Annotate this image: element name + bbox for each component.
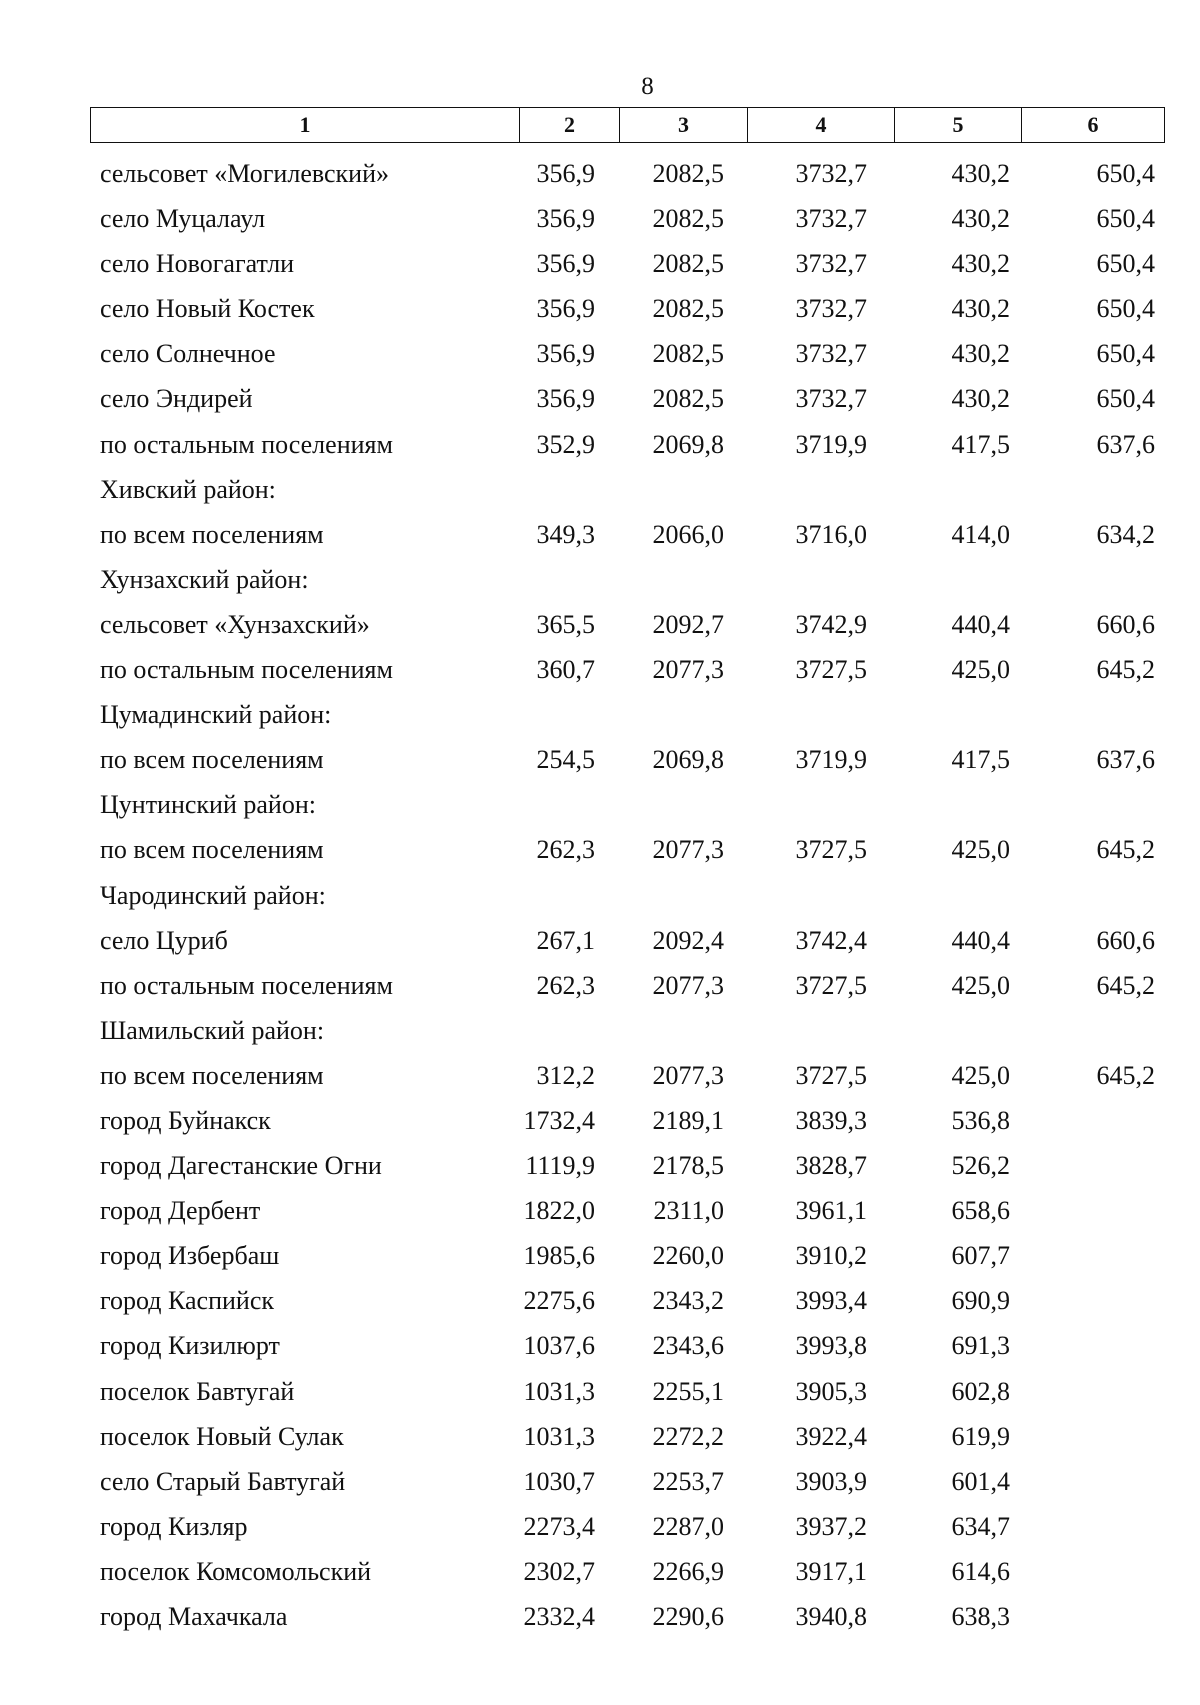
cell-col-6: 637,6 <box>1096 745 1155 775</box>
cell-col-5: 425,0 <box>951 835 1010 865</box>
cell-col-3: 2077,3 <box>652 970 724 1000</box>
cell-col-2: 356,9 <box>536 384 595 414</box>
cell-col-4: 3732,7 <box>795 294 867 324</box>
row-name: город Кизилюрт <box>100 1331 280 1361</box>
row-name: город Махачкала <box>100 1602 288 1631</box>
table-row <box>0 1145 1200 1190</box>
cell-col-2: 365,5 <box>536 609 595 639</box>
table-row <box>0 1596 1200 1641</box>
table-row <box>0 1235 1200 1280</box>
cell-col-4: 3922,4 <box>795 1421 867 1451</box>
table-row <box>0 424 1200 469</box>
table-row <box>0 784 1200 829</box>
row-name: поселок Бавтугай <box>100 1376 295 1406</box>
table-body <box>0 153 1200 1641</box>
cell-col-6: 650,4 <box>1096 249 1155 279</box>
table-row <box>0 288 1200 333</box>
row-name: город Каспийск <box>100 1286 274 1316</box>
cell-col-3: 2178,5 <box>652 1151 724 1181</box>
table-row <box>0 694 1200 739</box>
cell-col-3: 2066,0 <box>652 519 724 549</box>
cell-col-2: 1031,3 <box>523 1421 595 1451</box>
table-header <box>90 107 1165 143</box>
row-name: по остальным поселениям <box>100 429 393 459</box>
cell-col-2: 356,9 <box>536 339 595 369</box>
cell-col-4: 3940,8 <box>795 1602 867 1631</box>
cell-col-4: 3993,8 <box>795 1331 867 1361</box>
row-name: город Дагестанские Огни <box>100 1151 382 1181</box>
cell-col-5: 417,5 <box>951 429 1010 459</box>
cell-col-3: 2077,3 <box>652 1060 724 1090</box>
cell-col-6: 637,6 <box>1096 429 1155 459</box>
cell-col-3: 2343,6 <box>652 1331 724 1361</box>
row-name: село Эндирей <box>100 384 253 414</box>
cell-col-2: 254,5 <box>536 745 595 775</box>
cell-col-3: 2082,5 <box>652 249 724 279</box>
cell-col-2: 1030,7 <box>523 1466 595 1496</box>
cell-col-3: 2266,9 <box>652 1556 724 1586</box>
table-row <box>0 1280 1200 1325</box>
cell-col-5: 619,9 <box>951 1421 1010 1451</box>
table-row <box>0 1371 1200 1416</box>
cell-col-2: 356,9 <box>536 294 595 324</box>
cell-col-3: 2343,2 <box>652 1286 724 1316</box>
table-row <box>0 1010 1200 1055</box>
row-name: Шамильский район: <box>100 1015 325 1045</box>
cell-col-2: 1822,0 <box>523 1196 595 1226</box>
row-name: город Избербаш <box>100 1241 280 1271</box>
table-row <box>0 559 1200 604</box>
cell-col-2: 352,9 <box>536 429 595 459</box>
cell-col-4: 3961,1 <box>795 1196 867 1226</box>
table-row <box>0 1551 1200 1596</box>
table-row <box>0 965 1200 1010</box>
cell-col-5: 691,3 <box>951 1331 1010 1361</box>
table-row <box>0 198 1200 243</box>
cell-col-4: 3732,7 <box>795 249 867 279</box>
cell-col-2: 2302,7 <box>523 1556 595 1586</box>
cell-col-5: 690,9 <box>951 1286 1010 1316</box>
cell-col-4: 3742,4 <box>795 925 867 955</box>
cell-col-5: 614,6 <box>951 1556 1010 1586</box>
table-row <box>0 649 1200 694</box>
row-name: сельсовет «Хунзахский» <box>100 609 370 639</box>
cell-col-6: 660,6 <box>1096 925 1155 955</box>
cell-col-5: 417,5 <box>951 745 1010 775</box>
cell-col-3: 2077,3 <box>652 835 724 865</box>
cell-col-4: 3727,5 <box>795 970 867 1000</box>
cell-col-5: 440,4 <box>951 925 1010 955</box>
cell-col-4: 3716,0 <box>795 519 867 549</box>
cell-col-4: 3903,9 <box>795 1466 867 1496</box>
cell-col-3: 2082,5 <box>652 339 724 369</box>
cell-col-2: 1031,3 <box>523 1376 595 1406</box>
cell-col-4: 3719,9 <box>795 745 867 775</box>
table-row <box>0 1461 1200 1506</box>
column-header-6: 6 <box>1087 112 1099 137</box>
table-row <box>0 1416 1200 1461</box>
cell-col-5: 536,8 <box>951 1105 1010 1135</box>
cell-col-6: 645,2 <box>1096 835 1155 865</box>
table-row <box>0 920 1200 965</box>
row-name: Хивский район: <box>100 474 276 504</box>
cell-col-3: 2069,8 <box>652 429 724 459</box>
cell-col-3: 2255,1 <box>652 1376 724 1406</box>
row-name: село Муцалаул <box>100 204 266 234</box>
cell-col-5: 601,4 <box>951 1466 1010 1496</box>
column-header-3: 3 <box>620 108 748 142</box>
cell-col-6: 650,4 <box>1096 159 1155 188</box>
cell-col-3: 2287,0 <box>652 1511 724 1541</box>
cell-col-2: 312,2 <box>536 1060 595 1090</box>
cell-col-2: 2332,4 <box>523 1602 595 1631</box>
row-name: сельсовет «Могилевский» <box>100 159 389 188</box>
row-name: город Дербент <box>100 1196 261 1226</box>
cell-col-4: 3910,2 <box>795 1241 867 1271</box>
row-name: по остальным поселениям <box>100 970 393 1000</box>
table-row <box>0 829 1200 874</box>
cell-col-4: 3732,7 <box>795 159 867 188</box>
table-row <box>0 1055 1200 1100</box>
row-name: село Цуриб <box>100 925 228 955</box>
cell-col-3: 2272,2 <box>652 1421 724 1451</box>
cell-col-4: 3905,3 <box>795 1376 867 1406</box>
cell-col-6: 645,2 <box>1096 1060 1155 1090</box>
cell-col-6: 645,2 <box>1096 655 1155 685</box>
cell-col-2: 2275,6 <box>523 1286 595 1316</box>
cell-col-4: 3937,2 <box>795 1511 867 1541</box>
cell-col-2: 356,9 <box>536 249 595 279</box>
cell-col-5: 658,6 <box>951 1196 1010 1226</box>
row-name: Чародинский район: <box>100 880 326 910</box>
cell-col-6: 634,2 <box>1096 519 1155 549</box>
cell-col-5: 602,8 <box>951 1376 1010 1406</box>
cell-col-4: 3727,5 <box>795 1060 867 1090</box>
cell-col-2: 262,3 <box>536 970 595 1000</box>
row-name: Хунзахский район: <box>100 564 309 594</box>
cell-col-2: 1119,9 <box>525 1151 595 1181</box>
cell-col-5: 430,2 <box>951 339 1010 369</box>
cell-col-3: 2069,8 <box>652 745 724 775</box>
cell-col-3: 2311,0 <box>653 1196 724 1226</box>
table-row <box>0 1190 1200 1235</box>
cell-col-6: 650,4 <box>1096 339 1155 369</box>
cell-col-2: 360,7 <box>536 655 595 685</box>
cell-col-2: 1732,4 <box>523 1105 595 1135</box>
cell-col-6: 660,6 <box>1096 609 1155 639</box>
cell-col-3: 2092,4 <box>652 925 724 955</box>
cell-col-3: 2077,3 <box>652 655 724 685</box>
column-header-5: 5 <box>895 108 1022 142</box>
cell-col-6: 645,2 <box>1096 970 1155 1000</box>
cell-col-2: 262,3 <box>536 835 595 865</box>
cell-col-4: 3828,7 <box>795 1151 867 1181</box>
cell-col-5: 414,0 <box>951 519 1010 549</box>
row-name: по всем поселениям <box>100 519 324 549</box>
row-name: село Солнечное <box>100 339 276 369</box>
row-name: Цунтинский район: <box>100 790 316 820</box>
cell-col-6: 650,4 <box>1096 384 1155 414</box>
cell-col-4: 3732,7 <box>795 339 867 369</box>
table-row <box>0 1325 1200 1370</box>
row-name: по всем поселениям <box>100 835 324 865</box>
cell-col-2: 1037,6 <box>523 1331 595 1361</box>
cell-col-5: 425,0 <box>951 970 1010 1000</box>
table-row <box>0 1506 1200 1551</box>
table-row <box>0 875 1200 920</box>
cell-col-4: 3917,1 <box>795 1556 867 1586</box>
cell-col-2: 1985,6 <box>523 1241 595 1271</box>
cell-col-5: 425,0 <box>951 1060 1010 1090</box>
table-row <box>0 514 1200 559</box>
row-name: село Новогагатли <box>100 249 295 279</box>
table-row <box>0 604 1200 649</box>
cell-col-5: 634,7 <box>951 1511 1010 1541</box>
cell-col-4: 3732,7 <box>795 204 867 234</box>
cell-col-5: 430,2 <box>951 384 1010 414</box>
column-header-2: 2 <box>520 108 620 142</box>
cell-col-3: 2082,5 <box>652 159 724 188</box>
cell-col-2: 356,9 <box>536 204 595 234</box>
row-name: село Новый Костек <box>100 294 315 324</box>
cell-col-2: 267,1 <box>536 925 595 955</box>
cell-col-2: 349,3 <box>536 519 595 549</box>
table-row <box>0 378 1200 423</box>
table-row <box>0 469 1200 514</box>
page-number: 8 <box>641 73 654 100</box>
cell-col-3: 2082,5 <box>652 384 724 414</box>
column-header-1: 1 <box>91 108 520 142</box>
cell-col-4: 3993,4 <box>795 1286 867 1316</box>
cell-col-5: 607,7 <box>951 1241 1010 1271</box>
cell-col-4: 3839,3 <box>795 1105 867 1135</box>
cell-col-6: 650,4 <box>1096 294 1155 324</box>
row-name: по всем поселениям <box>100 745 324 775</box>
table-row <box>0 739 1200 784</box>
row-name: город Кизляр <box>100 1511 248 1541</box>
row-name: по всем поселениям <box>100 1060 324 1090</box>
cell-col-2: 356,9 <box>536 159 595 188</box>
cell-col-5: 430,2 <box>951 249 1010 279</box>
cell-col-3: 2260,0 <box>652 1241 724 1271</box>
row-name: село Старый Бавтугай <box>100 1466 346 1496</box>
cell-col-4: 3727,5 <box>795 835 867 865</box>
row-name: Цумадинский район: <box>100 700 332 730</box>
table-row <box>0 243 1200 288</box>
cell-col-4: 3727,5 <box>795 655 867 685</box>
row-name: поселок Комсомольский <box>100 1556 372 1586</box>
cell-col-3: 2290,6 <box>652 1602 724 1631</box>
cell-col-5: 430,2 <box>951 204 1010 234</box>
row-name: город Буйнакск <box>100 1105 271 1135</box>
cell-col-3: 2082,5 <box>652 204 724 234</box>
cell-col-5: 638,3 <box>951 1602 1010 1631</box>
cell-col-5: 440,4 <box>951 609 1010 639</box>
cell-col-6: 650,4 <box>1096 204 1155 234</box>
column-header-4: 4 <box>748 108 895 142</box>
cell-col-5: 425,0 <box>951 655 1010 685</box>
row-name: поселок Новый Сулак <box>100 1421 344 1451</box>
cell-col-2: 2273,4 <box>523 1511 595 1541</box>
cell-col-4: 3742,9 <box>795 609 867 639</box>
cell-col-5: 430,2 <box>951 159 1010 188</box>
table-row <box>0 333 1200 378</box>
cell-col-3: 2092,7 <box>652 609 724 639</box>
cell-col-3: 2253,7 <box>652 1466 724 1496</box>
cell-col-4: 3719,9 <box>795 429 867 459</box>
cell-col-4: 3732,7 <box>795 384 867 414</box>
cell-col-5: 526,2 <box>951 1151 1010 1181</box>
cell-col-3: 2189,1 <box>652 1105 724 1135</box>
row-name: по остальным поселениям <box>100 655 393 685</box>
cell-col-3: 2082,5 <box>652 294 724 324</box>
table-row <box>0 1100 1200 1145</box>
table-row <box>0 153 1200 198</box>
cell-col-5: 430,2 <box>951 294 1010 324</box>
